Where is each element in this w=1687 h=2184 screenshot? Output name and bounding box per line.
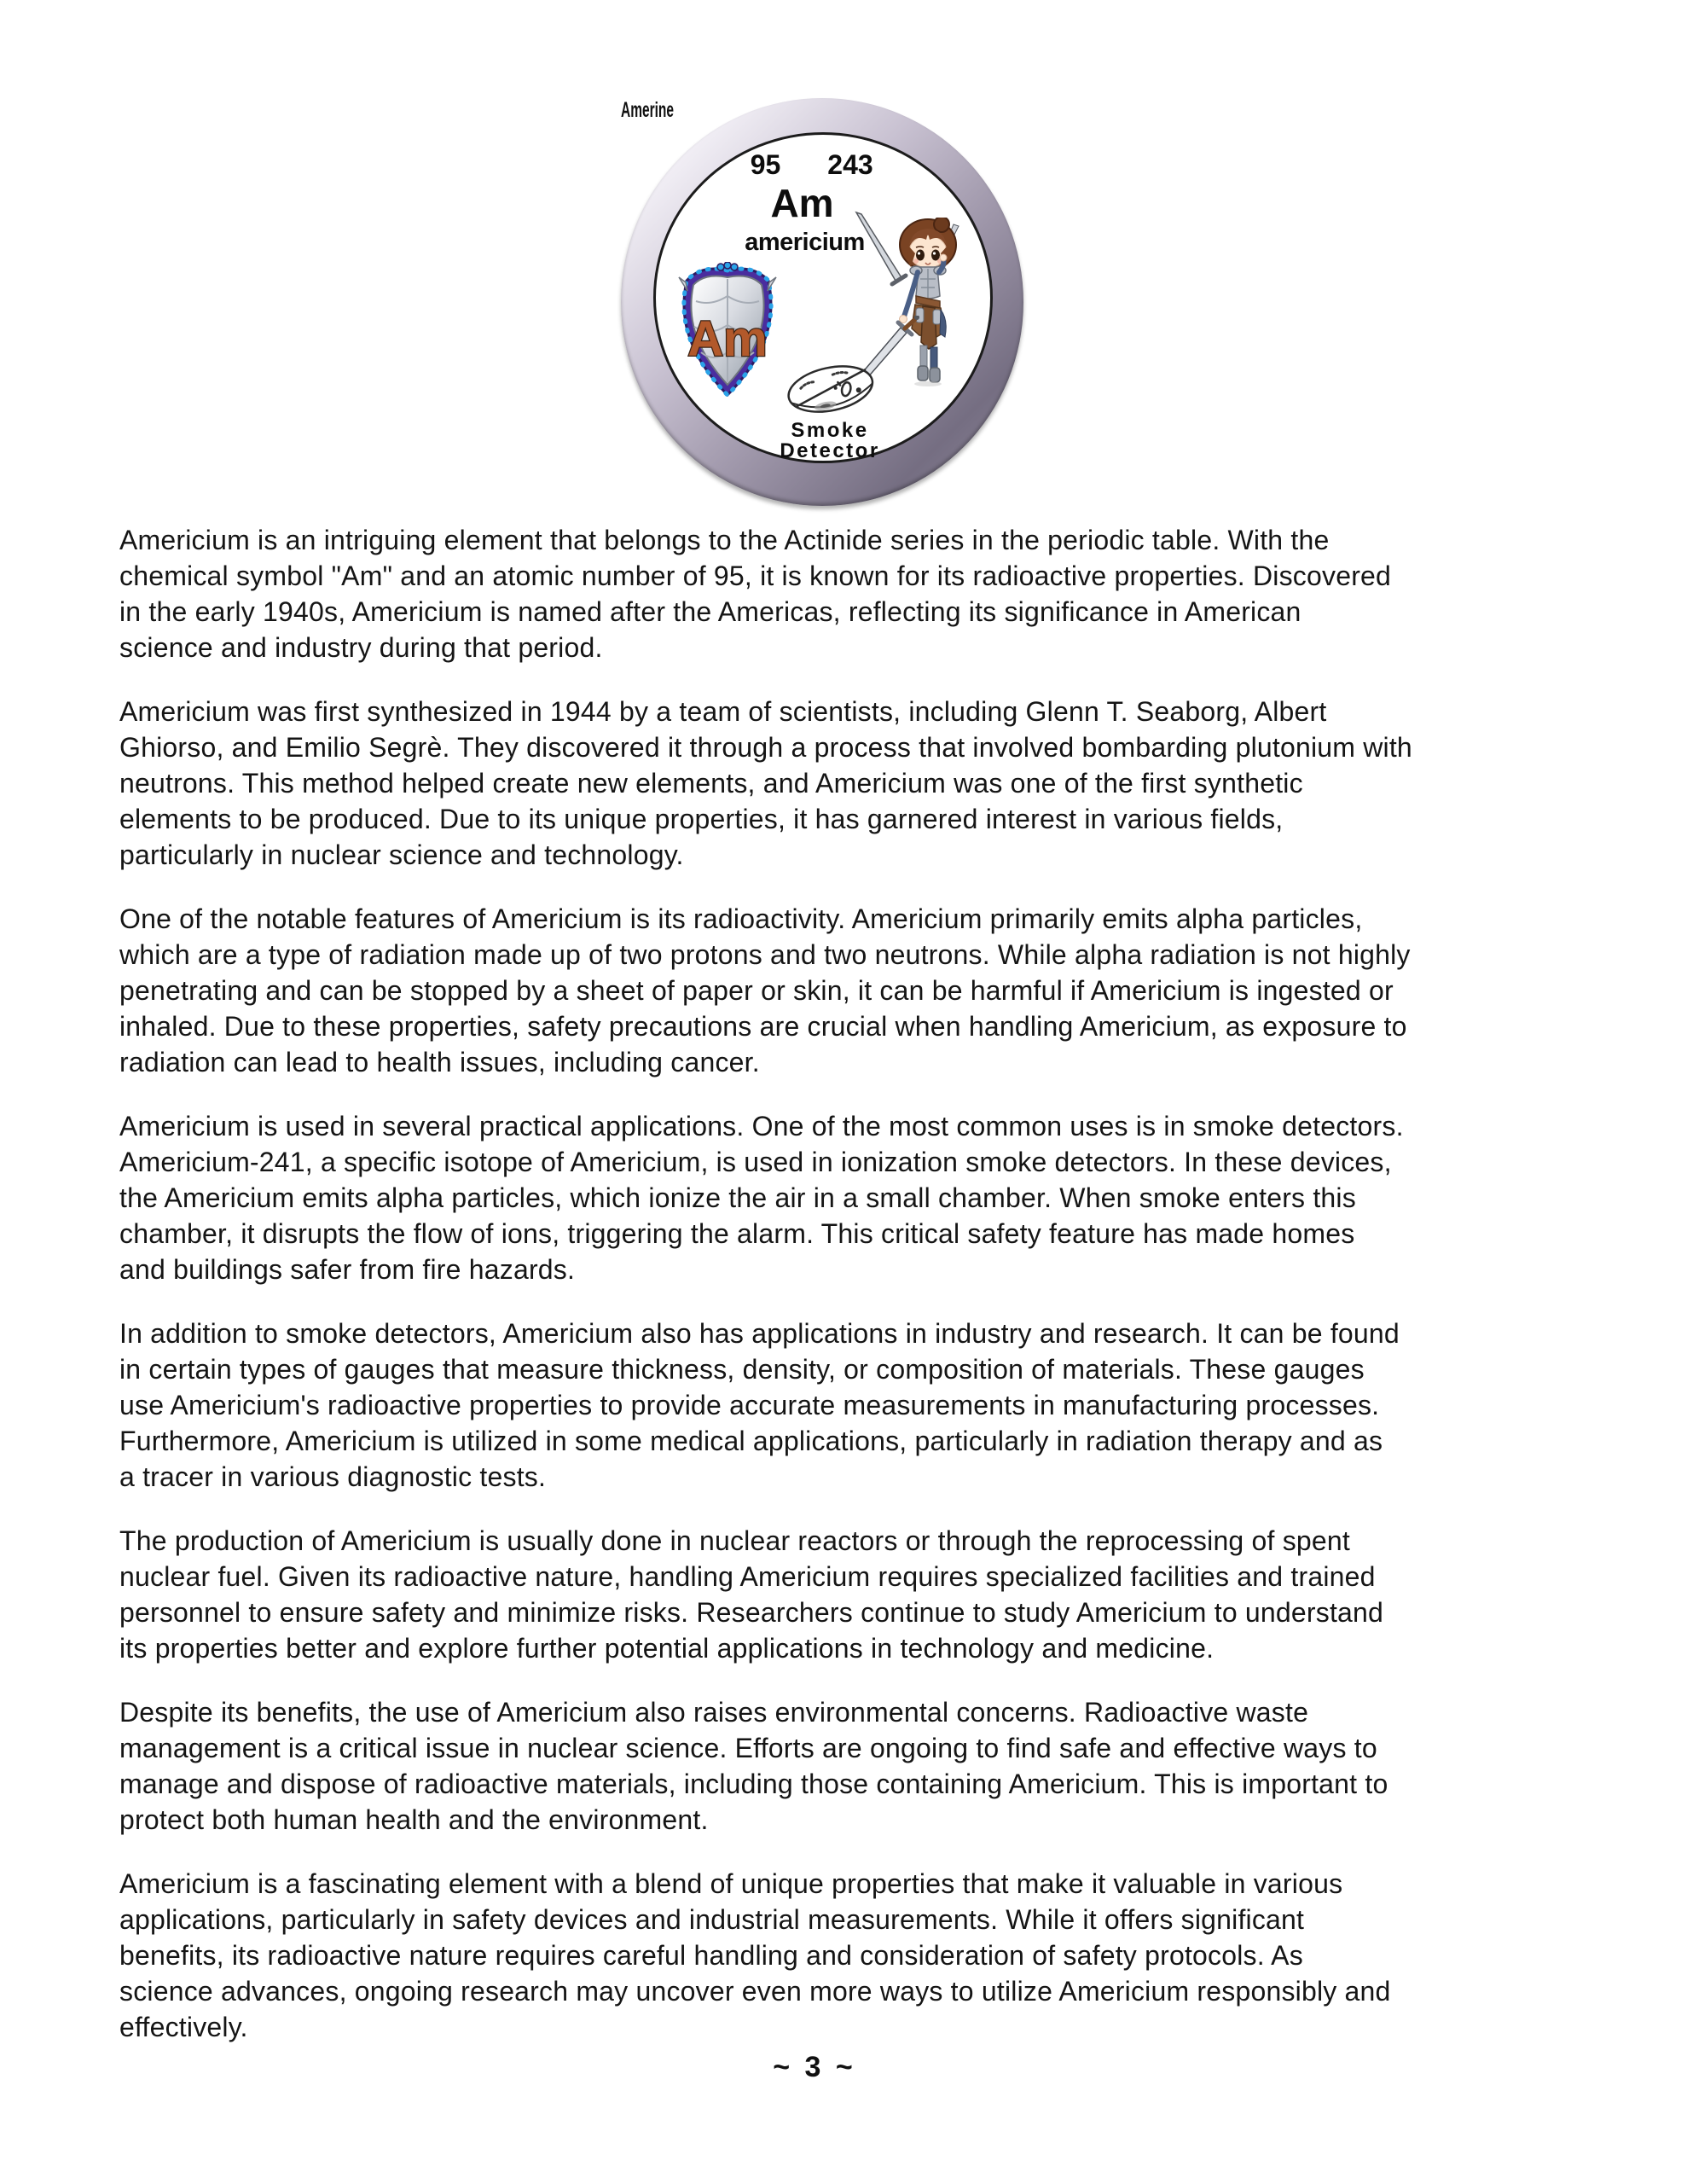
- text-line: radiation can lead to health issues, including cancer.: [119, 1047, 760, 1077]
- text-line: One of the notable features of Americium is its radioactivity. Americium primarily emits alpha particles,: [119, 903, 1363, 934]
- text-line: in certain types of gauges that measure thickness, density, or composition of materials. These gauges: [119, 1354, 1365, 1385]
- character-name-label: Amerine: [621, 98, 675, 122]
- element-badge: [621, 98, 1023, 506]
- text-line: Americium was first synthesized in 1944 by a team of scientists, including Glenn T. Seaborg, Albert: [119, 696, 1327, 727]
- shield-symbol-text: Am: [687, 311, 768, 367]
- text-line: Ghiorso, and Emilio Segrè. They discovered it through a process that involved bombarding plutonium with: [119, 732, 1412, 763]
- element-symbol: Am: [770, 181, 834, 225]
- text-line: management is a critical issue in nuclear science. Efforts are ongoing to find safe and effective ways to: [119, 1733, 1377, 1763]
- atomic-number: 95: [750, 149, 781, 180]
- text-line: benefits, its radioactive nature requires careful handling and consideration of safety protocols. As: [119, 1940, 1303, 1971]
- text-line: neutrons. This method helped create new elements, and Americium was one of the first synthetic: [119, 768, 1303, 799]
- text-line: applications, particularly in safety devices and industrial measurements. While it offers significant: [119, 1904, 1305, 1935]
- text-line: Despite its benefits, the use of Americium also raises environmental concerns. Radioactive waste: [119, 1697, 1309, 1728]
- text-line: use Americium's radioactive properties to provide accurate measurements in manufacturing processes.: [119, 1390, 1380, 1420]
- text-line: a tracer in various diagnostic tests.: [119, 1461, 547, 1492]
- text-line: Americium is a fascinating element with a blend of unique properties that make it valuable in various: [119, 1868, 1343, 1899]
- paragraph-6: [119, 1523, 1590, 1666]
- text-line: which are a type of radiation made up of two protons and two neutrons. While alpha radiation is not highly: [119, 939, 1411, 970]
- paragraph-2: [119, 694, 1590, 873]
- text-line: and buildings safer from fire hazards.: [119, 1254, 576, 1285]
- atomic-mass: 243: [827, 149, 873, 180]
- article-body: [119, 522, 1590, 2073]
- text-line: In addition to smoke detectors, Americium also has applications in industry and research. It can be found: [119, 1318, 1400, 1349]
- text-line: nuclear fuel. Given its radioactive nature, handling Americium requires specialized facilities and trained: [119, 1561, 1376, 1592]
- text-line: protect both human health and the environment.: [119, 1804, 709, 1835]
- text-line: science advances, ongoing research may uncover even more ways to utilize Americium responsibly and: [119, 1976, 1391, 2007]
- paragraph-1: [119, 522, 1590, 665]
- text-line: chemical symbol "Am" and an atomic number of 95, it is known for its radioactive properties. Discovered: [119, 561, 1392, 591]
- text-line: The production of Americium is usually done in nuclear reactors or through the reprocessing of spent: [119, 1525, 1350, 1556]
- smoke-detector-caption: [745, 421, 915, 462]
- text-line: Americium is an intriguing element that belongs to the Actinide series in the periodic table. With the: [119, 525, 1330, 555]
- paragraph-3: [119, 901, 1590, 1080]
- text-line: the Americium emits alpha particles, which ionize the air in a small chamber. When smoke enters this: [119, 1182, 1356, 1213]
- text-line: personnel to ensure safety and minimize risks. Researchers continue to study Americium to understand: [119, 1597, 1384, 1628]
- element-name: americium: [745, 229, 865, 256]
- text-line: elements to be produced. Due to its unique properties, it has garnered interest in various fields,: [119, 804, 1284, 834]
- text-line: manage and dispose of radioactive materials, including those containing Americium. This is important to: [119, 1769, 1388, 1799]
- page-number: ~ 3 ~: [773, 2051, 856, 2083]
- text-line: in the early 1940s, Americium is named after the Americas, reflecting its significance in American: [119, 596, 1301, 627]
- text-line: Americium-241, a specific isotope of Americium, is used in ionization smoke detectors. In these devices,: [119, 1147, 1392, 1177]
- text-line: chamber, it disrupts the flow of ions, triggering the alarm. This critical safety feature has made homes: [119, 1218, 1355, 1249]
- text-line: particularly in nuclear science and technology.: [119, 839, 684, 870]
- paragraph-8: [119, 1866, 1590, 2045]
- paragraph-5: [119, 1316, 1590, 1495]
- text-line: Furthermore, Americium is utilized in some medical applications, particularly in radiation therapy and as: [119, 1426, 1383, 1456]
- text-line: penetrating and can be stopped by a sheet of paper or skin, it can be harmful if Americium is ingested or: [119, 975, 1394, 1006]
- text-line: inhaled. Due to these properties, safety precautions are crucial when handling Americium, as exposure to: [119, 1011, 1407, 1042]
- text-line: its properties better and explore further potential applications in technology and medicine.: [119, 1633, 1215, 1664]
- caption-line-2: Detector: [780, 439, 880, 462]
- text-line: science and industry during that period.: [119, 632, 603, 663]
- smoke-detector-icon: [783, 357, 878, 423]
- paragraph-4: [119, 1108, 1590, 1287]
- text-line: Americium is used in several practical applications. One of the most common uses is in smoke detectors.: [119, 1111, 1404, 1141]
- paragraph-7: [119, 1694, 1590, 1838]
- am-shield-icon: [675, 262, 780, 402]
- text-line: effectively.: [119, 2012, 248, 2042]
- caption-line-1: Smoke: [791, 419, 869, 442]
